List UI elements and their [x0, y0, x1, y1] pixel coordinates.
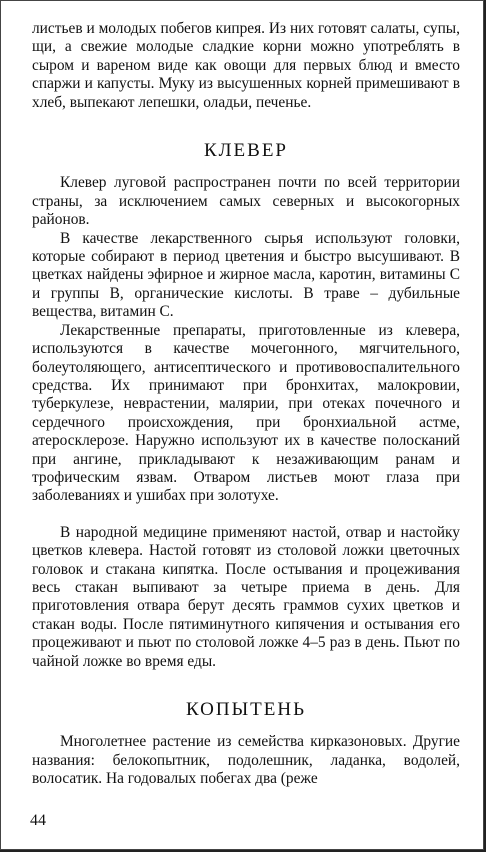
klever-paragraph-1: Клевер луговой распространен почти по всей территории страны, за исключением самых северных и высокогорных районов.: [32, 174, 460, 229]
klever-paragraph-3: Лекарственные препараты, приготовленные из клевера, используются в качестве мочегонного, мягчительного, болеутоляющего, антисептического и противовоспалительного средства. Их принимают при бронхитах, малокровии, туберкулезе, неврастении, малярии, при отеках почечного и сердечного происхождения, при бронхиальной астме, атеросклерозе. Наружно используют их в качестве полосканий при ангине, прикладывают к незаживающим ранам и трофическим язвам. Отваром листьев моют глаза при заболеваниях и ушибах при золотухе.: [32, 321, 460, 505]
page-content: [32, 20, 460, 789]
kopyten-paragraph-1: Многолетнее растение из семейства кирказоновых. Другие названия: белокопытник, подолешник, ладанка, водолей, волосатик. На годовалых побегах два (реже: [32, 733, 460, 788]
paragraph-spacer: [32, 506, 460, 524]
intro-paragraph: листьев и молодых побегов кипрея. Из них готовят салаты, супы, щи, а свежие молодые сладкие корни можно употреблять в сыром и вареном виде как овощи для первых блюд и вместо спаржи и капусты. Муку из высушенных корней примешивают в хлеб, выпекают лепешки, оладьи, печенье.: [32, 20, 460, 111]
klever-paragraph-4: В народной медицине применяют настой, отвар и настойку цветков клевера. Настой готовят из столовой ложки цветочных головок и стакана кипятка. После остывания и процеживания весь стакан выпивают за четыре приема в день. Для приготовления отвара берут десять граммов сухих цветков и стакан воды. После пятиминутного кипячения и остывания его процеживают и пьют по столовой ложке 4–5 раз в день. Пьют по чайной ложке во время еды.: [32, 523, 460, 670]
page-number: 44: [30, 812, 46, 829]
klever-paragraph-2: В качестве лекарственного сырья используют головки, которые собирают в период цветения и быстро высушивают. В цветках найдены эфирное и жирное масла, каротин, витамины С и группы В, органические кислоты. В траве – дубильные вещества, витамин С.: [32, 229, 460, 321]
section-heading-kopyten: КОПЫТЕНЬ: [185, 699, 307, 720]
section-heading-klever: КЛЕВЕР: [203, 140, 288, 162]
